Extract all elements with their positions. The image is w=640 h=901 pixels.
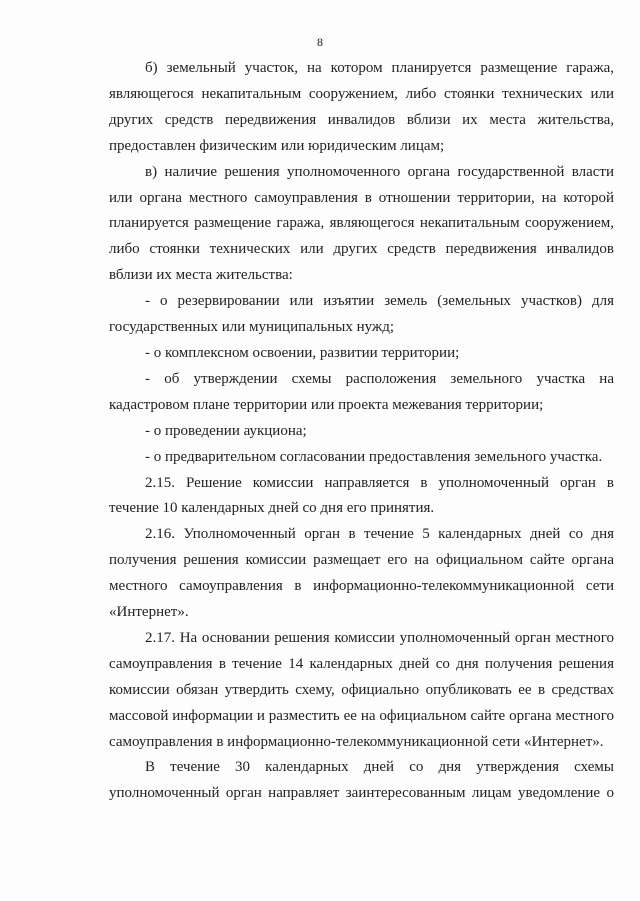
list-item-preliminary-approval: - о предварительном согласовании предоставления земельного участка. xyxy=(145,448,603,465)
list-item-auction: - о проведении аукциона; xyxy=(145,422,307,439)
list-item-scheme-approval: - об утверждении схемы расположения земельного участка на кадастровом плане территории или проекта межевания территории; xyxy=(109,370,614,413)
document-body xyxy=(109,56,614,807)
list-item-reservation: - о резервировании или изъятии земель (земельных участков) для государственных или муниципальных нужд; xyxy=(109,293,614,336)
paragraph-2-16: 2.16. Уполномоченный орган в течение 5 календарных дней со дня получения решения комиссии размещает его на официальном сайте органа местного самоуправления в информационно-телекоммуникационной сети «Интернет». xyxy=(109,526,614,621)
list-item-development: - о комплексном освоении, развитии территории; xyxy=(145,344,460,361)
paragraph-item-v: в) наличие решения уполномоченного органа государственной власти или органа местного самоуправления в отношении территории, на которой планируется размещение гаража, являющегося некапитальным сооружением, либо стоянки технических или других средств передвижения инвалидов вблизи их места жительства: xyxy=(109,163,614,284)
paragraph-item-b: б) земельный участок, на котором планируется размещение гаража, являющегося некапитальным сооружением, либо стоянки технических или других средств передвижения инвалидов вблизи их места жительства, предоставлен физическим или юридическим лицам; xyxy=(109,60,614,154)
paragraph-2-17: 2.17. На основании решения комиссии уполномоченный орган местного самоуправления в течение 14 календарных дней со дня получения решения комиссии обязан утвердить схему, официально опубликовать ее в средствах массовой информации и разместить ее на официальном сайте органа местного самоуправления в информационно-телекоммуникационной сети «Интернет». xyxy=(109,629,614,750)
page-number: 8 xyxy=(317,35,323,49)
paragraph-2-15: 2.15. Решение комиссии направляется в уполномоченный орган в течение 10 календарных дней со дня его принятия. xyxy=(109,474,614,517)
paragraph-30-days: В течение 30 календарных дней со дня утверждения схемы уполномоченный орган направляет заинтересованным лицам уведомление о xyxy=(109,759,614,802)
